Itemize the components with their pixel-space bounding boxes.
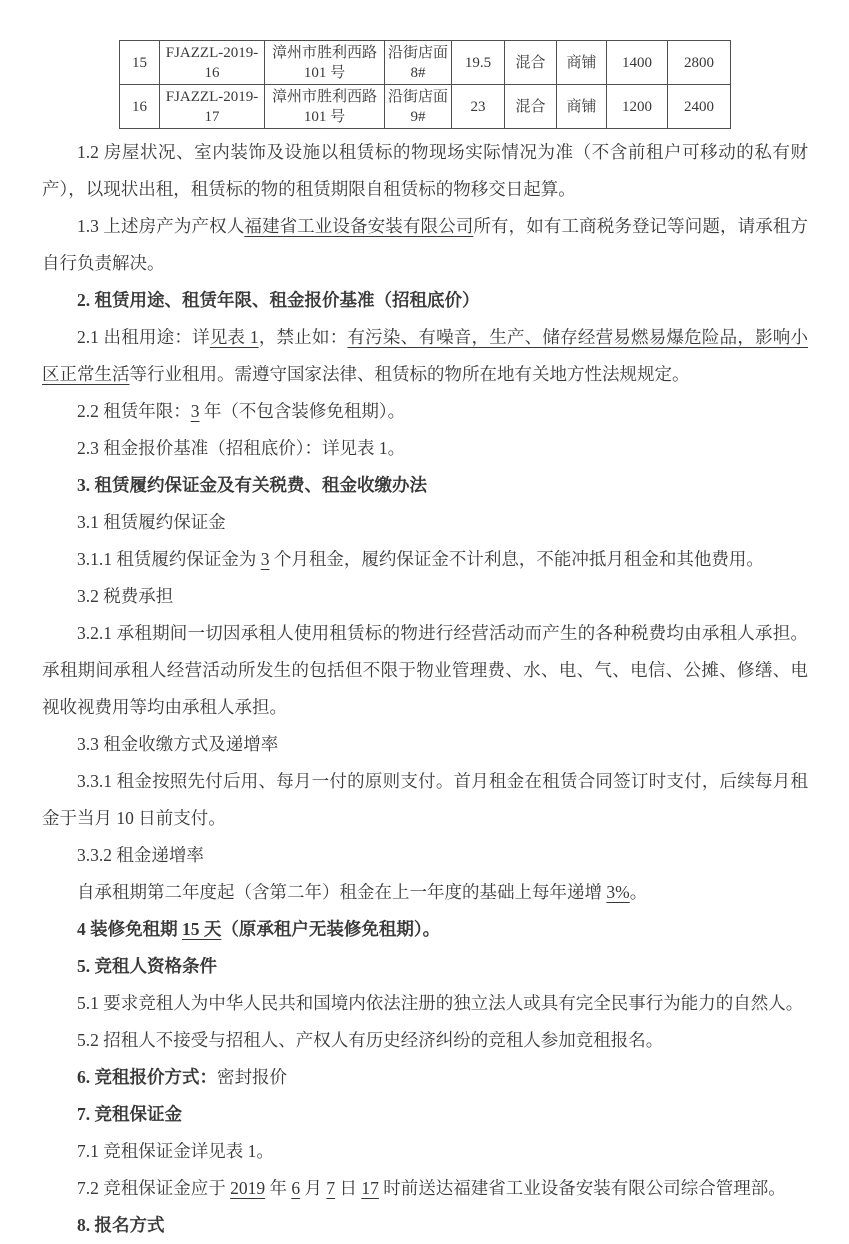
text-segment: 2.3 租金报价基准（招租底价）：详见表 1。 (77, 438, 406, 458)
cell-bid-deposit: 2800 (668, 41, 731, 85)
text-segment: 3.1 租赁履约保证金 (77, 512, 226, 532)
cell-use: 商铺 (557, 85, 607, 129)
clause-5-1 (42, 985, 808, 1022)
clause-3-1-1 (42, 541, 808, 578)
clause-3-1 (42, 504, 808, 541)
text-segment: 8. 报名方式 (77, 1215, 165, 1235)
clause-2-1 (42, 319, 808, 393)
table-row-15 (120, 41, 731, 85)
section-heading-2 (42, 282, 808, 319)
rent-free-days-value: 15 天 (182, 919, 222, 939)
clause-5-2 (42, 1022, 808, 1059)
text-segment: 月 (300, 1178, 327, 1198)
text-segment: 。 (629, 882, 648, 902)
text-segment: 7. 竞租保证金 (77, 1104, 182, 1124)
section-heading-5 (42, 948, 808, 985)
text-segment: 2.2 租赁年限： (77, 401, 191, 421)
clause-1-3 (42, 208, 808, 282)
text-segment: 7.1 竞租保证金详见表 1。 (77, 1141, 274, 1161)
section-heading-7 (42, 1096, 808, 1133)
table-row-16 (120, 85, 731, 129)
cell-structure: 混合 (505, 85, 557, 129)
text-segment: （原承租户无装修免租期）。 (221, 919, 441, 939)
text-segment: 年 (265, 1178, 292, 1198)
clause-3-3-2 (42, 837, 808, 874)
cell-bid-deposit: 2400 (668, 85, 731, 129)
clause-7-1 (42, 1133, 808, 1170)
cell-seq: 15 (120, 41, 160, 85)
cell-seq: 16 (120, 85, 160, 129)
cell-base-rent: 1400 (607, 41, 668, 85)
cell-structure: 混合 (505, 41, 557, 85)
cell-address: 漳州市胜利西路 101 号 (265, 41, 385, 85)
section-heading-3 (42, 467, 808, 504)
cell-listing-code: FJAZZL-2019-17 (160, 85, 265, 129)
text-segment: 3.2 税费承担 (77, 586, 174, 606)
deadline-month: 6 (291, 1178, 301, 1198)
cell-unit: 沿街店面 8# (385, 41, 452, 85)
text-segment: 时前送达福建省工业设备安装有限公司综合管理部。 (378, 1178, 786, 1198)
text-segment: ，禁止如： (258, 327, 348, 347)
text-segment: 3.3 租金收缴方式及递增率 (77, 734, 279, 754)
text-segment: 日 (335, 1178, 362, 1198)
cell-use: 商铺 (557, 41, 607, 85)
text-segment: 2. 租赁用途、租赁年限、租金报价基准（招租底价） (77, 290, 480, 310)
text-segment: 6. 竞租报价方式： (77, 1067, 217, 1087)
deadline-day: 7 (326, 1178, 336, 1198)
section-heading-8 (42, 1207, 808, 1244)
text-segment: 3.3.1 租金按照先付后用、每月一付的原则支付。首月租金在租赁合同签订时支付，后续每月租金于当月 10 日前支付。 (42, 771, 808, 828)
clause-3-3-2-detail (42, 874, 808, 911)
clause-2-3 (42, 430, 808, 467)
text-segment: 3.3.2 租金递增率 (77, 845, 204, 865)
clause-3-2 (42, 578, 808, 615)
text-segment: 4 装修免租期 (77, 919, 182, 939)
owner-company-name: 福建省工业设备安装有限公司 (244, 216, 474, 236)
text-segment: 2.1 出租用途：详 (77, 327, 210, 347)
text-segment: 3.1.1 租赁履约保证金为 (77, 549, 261, 569)
cell-address: 漳州市胜利西路 101 号 (265, 85, 385, 129)
prohibited-uses: 有污染、有噪音，生产、储存经营易燃易爆危险品，影响小区正常生活 (42, 327, 809, 384)
clause-3-2-1 (42, 615, 808, 726)
annual-increase-rate: 3% (606, 882, 630, 902)
text-segment: 自承租期第二年度起（含第二年）租金在上一年度的基础上每年递增 (77, 882, 607, 902)
text-segment: 5. 竞租人资格条件 (77, 956, 217, 976)
bid-method-value: 密封报价 (217, 1067, 287, 1087)
text-segment: 7.2 竞租保证金应于 (77, 1178, 231, 1198)
notice-body (42, 134, 808, 1244)
section-heading-6 (42, 1059, 808, 1096)
cell-unit: 沿街店面 9# (385, 85, 452, 129)
text-segment: 1.3 上述房产为产权人 (77, 216, 245, 236)
clause-2-2 (42, 393, 808, 430)
deposit-months-value: 3 (260, 549, 270, 569)
clause-3-3 (42, 726, 808, 763)
text-segment: 年（不包含装修免租期）。 (199, 401, 406, 421)
rental-units-table (119, 40, 731, 129)
text-segment: 3.2.1 承租期间一切因承租人使用租赁标的物进行经营活动而产生的各种税费均由承租人承担。承租期间承租人经营活动所发生的包括但不限于物业管理费、水、电、气、电信、公摊、修缮、电视收视费用等均由承租人承担。 (42, 623, 808, 717)
text-segment: 1.2 房屋状况、室内装饰及设施以租赁标的物现场实际情况为准（不含前租户可移动的私有财产），以现状出租，租赁标的物的租赁期限自租赁标的物移交日起算。 (42, 142, 808, 199)
clause-3-3-1 (42, 763, 808, 837)
text-segment: 5.1 要求竞租人为中华人民共和国境内依法注册的独立法人或具有完全民事行为能力的自然人。 (77, 993, 804, 1013)
text-segment: 个月租金，履约保证金不计利息，不能冲抵月租金和其他费用。 (269, 549, 764, 569)
cell-area: 19.5 (452, 41, 505, 85)
deadline-hour: 17 (361, 1178, 379, 1198)
text-segment: 等行业租用。需遵守国家法律、租赁标的物所在地有关地方性法规规定。 (129, 364, 690, 384)
clause-7-2 (42, 1170, 808, 1207)
see-table-ref: 见表 1 (209, 327, 259, 347)
deadline-year: 2019 (230, 1178, 266, 1198)
lease-years-value: 3 (190, 401, 200, 421)
cell-base-rent: 1200 (607, 85, 668, 129)
section-heading-4 (42, 911, 808, 948)
clause-1-2 (42, 134, 808, 208)
text-segment: 5.2 招租人不接受与招租人、产权人有历史经济纠纷的竞租人参加竞租报名。 (77, 1030, 664, 1050)
cell-area: 23 (452, 85, 505, 129)
cell-listing-code: FJAZZL-2019-16 (160, 41, 265, 85)
text-segment: 所有，如有工商税务登记等问题，请承租方自行负责解决。 (42, 216, 809, 273)
text-segment: 3. 租赁履约保证金及有关税费、租金收缴办法 (77, 475, 427, 495)
